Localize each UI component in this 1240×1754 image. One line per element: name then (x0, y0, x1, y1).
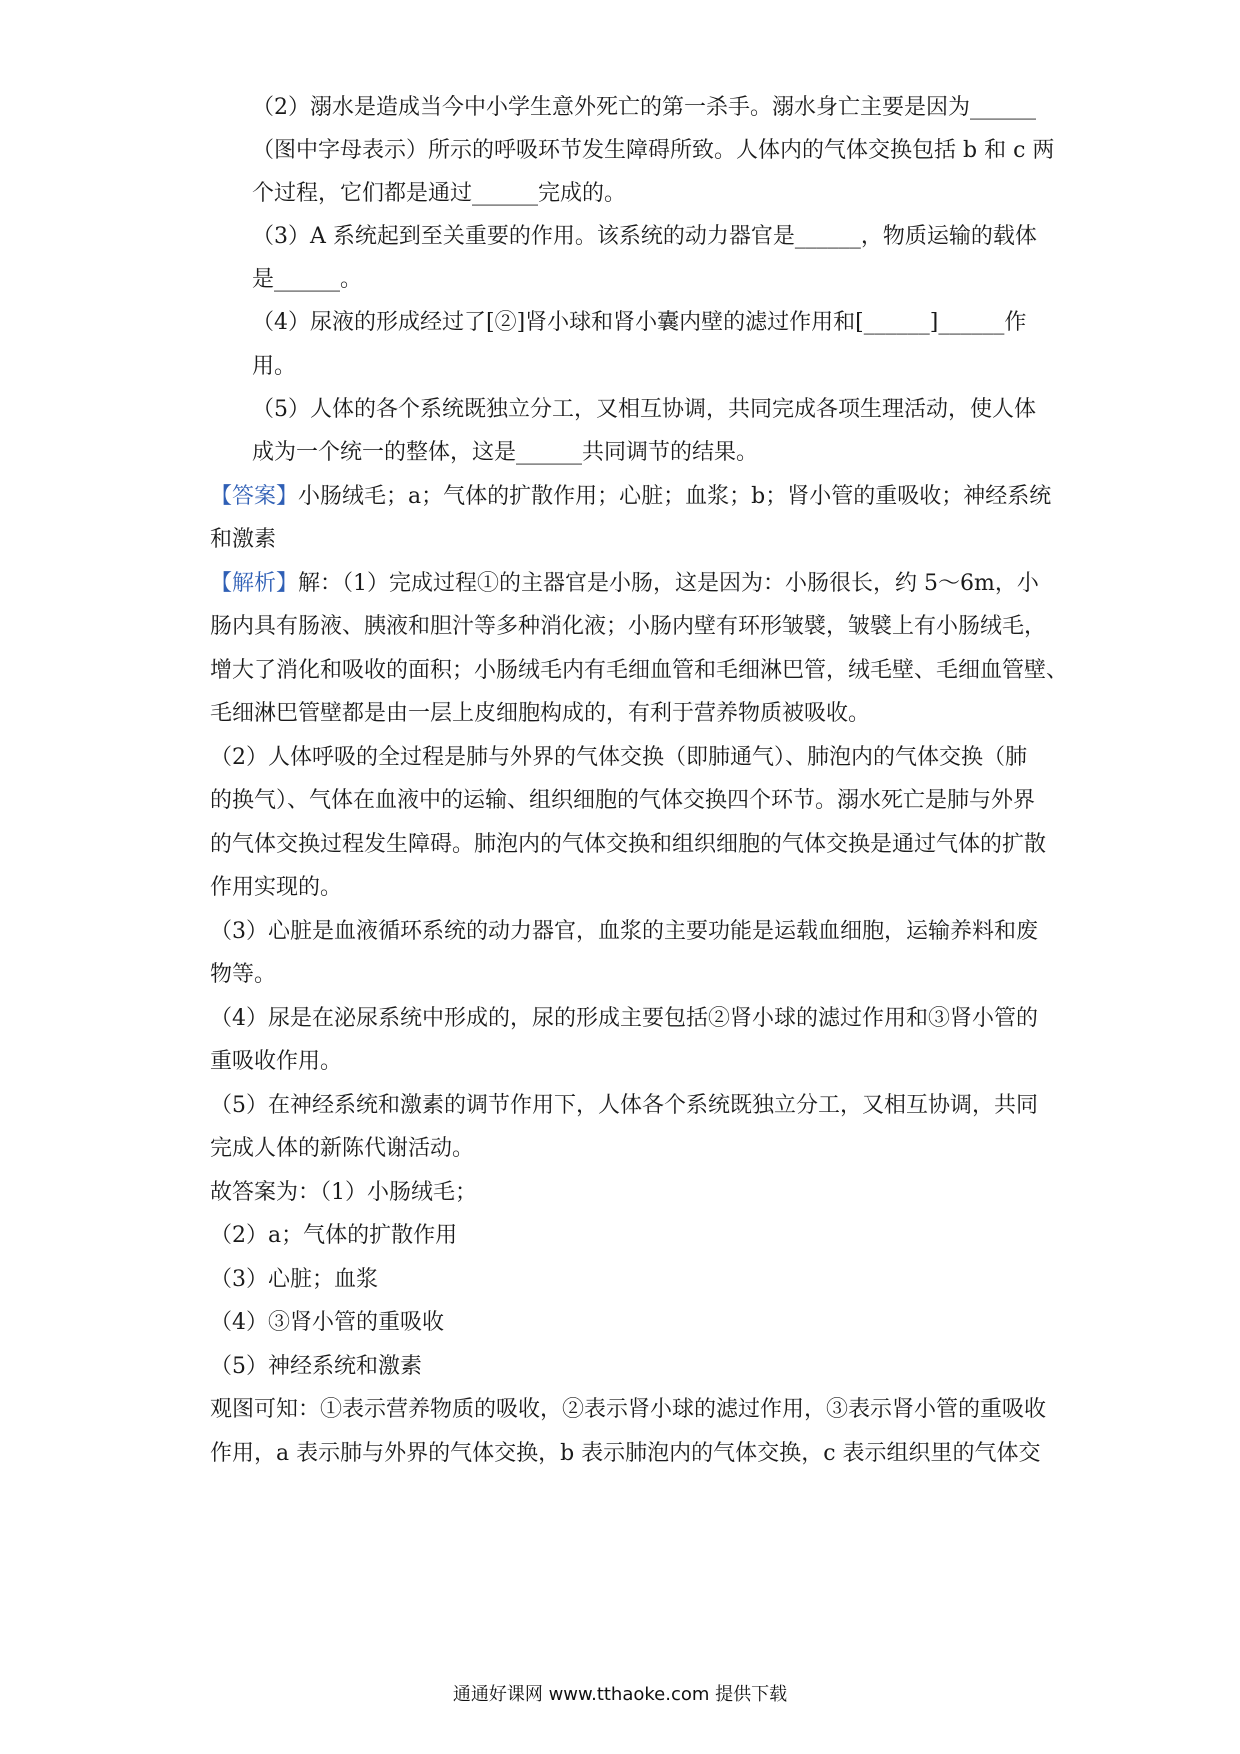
answer-text: 小肠绒毛；a；气体的扩散作用；心脏；血浆；b；肾小管的重吸收；神经系统 (298, 484, 1052, 509)
analysis-line: 肠内具有肠液、胰液和胆汁等多种消化液；小肠内壁有环形皱襞，皱襞上有小肠绒毛， (210, 614, 1047, 639)
analysis-line (210, 569, 1039, 599)
question-line: （3）A 系统起到至关重要的作用。该系统的动力器官是______，物质运输的载体 (252, 224, 1037, 249)
answer-line (210, 482, 1051, 512)
analysis-line: 作用，a 表示肺与外界的气体交换，b 表示肺泡内的气体交换，c 表示组织里的气体交 (210, 1441, 1041, 1466)
analysis-line: 毛细淋巴管壁都是由一层上皮细胞构成的，有利于营养物质被吸收。 (210, 701, 871, 726)
answer-line: 和激素 (210, 527, 277, 552)
analysis-line: 作用实现的。 (210, 875, 343, 900)
analysis-line: （5）在神经系统和激素的调节作用下，人体各个系统既独立分工，又相互协调，共同 (210, 1093, 1038, 1118)
analysis-line: （5）神经系统和激素 (210, 1354, 422, 1379)
question-line: 用。 (252, 354, 297, 379)
analysis-line: 的换气）、气体在血液中的运输、组织细胞的气体交换四个环节。溺水死亡是肺与外界 (210, 788, 1036, 813)
analysis-line: 完成人体的新陈代谢活动。 (210, 1136, 475, 1161)
question-line: （5）人体的各个系统既独立分工，又相互协调，共同完成各项生理活动，使人体 (252, 397, 1036, 422)
analysis-line: （3）心脏；血浆 (210, 1267, 378, 1292)
answer-tag: 【答案】 (210, 484, 299, 509)
analysis-line: （4）尿是在泌尿系统中形成的，尿的形成主要包括②肾小球的滤过作用和③肾小管的 (210, 1006, 1038, 1031)
analysis-line: 故答案为：（1）小肠绒毛； (210, 1180, 477, 1205)
analysis-line: （4）③肾小管的重吸收 (210, 1310, 444, 1335)
question-line: （4）尿液的形成经过了[②]肾小球和肾小囊内壁的滤过作用和[______]______作 (252, 310, 1027, 335)
analysis-tag: 【解析】 (210, 571, 299, 596)
analysis-line: 的气体交换过程发生障碍。肺泡内的气体交换和组织细胞的气体交换是通过气体的扩散 (210, 832, 1047, 857)
analysis-line: （2）a；气体的扩散作用 (210, 1223, 458, 1248)
question-line: 成为一个统一的整体，这是______共同调节的结果。 (252, 440, 759, 465)
analysis-text: 解：（1）完成过程①的主器官是小肠，这是因为：小肠很长，约 5～6m，小 (298, 571, 1039, 596)
page-footer: 通通好课网 www.tthaoke.com 提供下载 (452, 1684, 788, 1705)
analysis-line: 增大了消化和吸收的面积；小肠绒毛内有毛细血管和毛细淋巴管，绒毛壁、毛细血管壁、 (210, 658, 1069, 683)
analysis-line: 物等。 (210, 962, 277, 987)
analysis-line: （3）心脏是血液循环系统的动力器官，血浆的主要功能是运载血细胞，运输养料和废 (210, 919, 1038, 944)
question-line: （2）溺水是造成当今中小学生意外死亡的第一杀手。溺水身亡主要是因为______ (252, 95, 1036, 120)
question-line: （图中字母表示）所示的呼吸环节发生障碍所致。人体内的气体交换包括 b 和 c 两 (252, 138, 1055, 163)
question-line: 个过程，它们都是通过______完成的。 (252, 181, 627, 206)
analysis-line: 重吸收作用。 (210, 1049, 343, 1074)
analysis-line: （2）人体呼吸的全过程是肺与外界的气体交换（即肺通气）、肺泡内的气体交换（肺 (210, 745, 1027, 770)
analysis-line: 观图可知：①表示营养物质的吸收，②表示肾小球的滤过作用，③表示肾小管的重吸收 (210, 1397, 1047, 1422)
question-line: 是______。 (252, 267, 363, 292)
